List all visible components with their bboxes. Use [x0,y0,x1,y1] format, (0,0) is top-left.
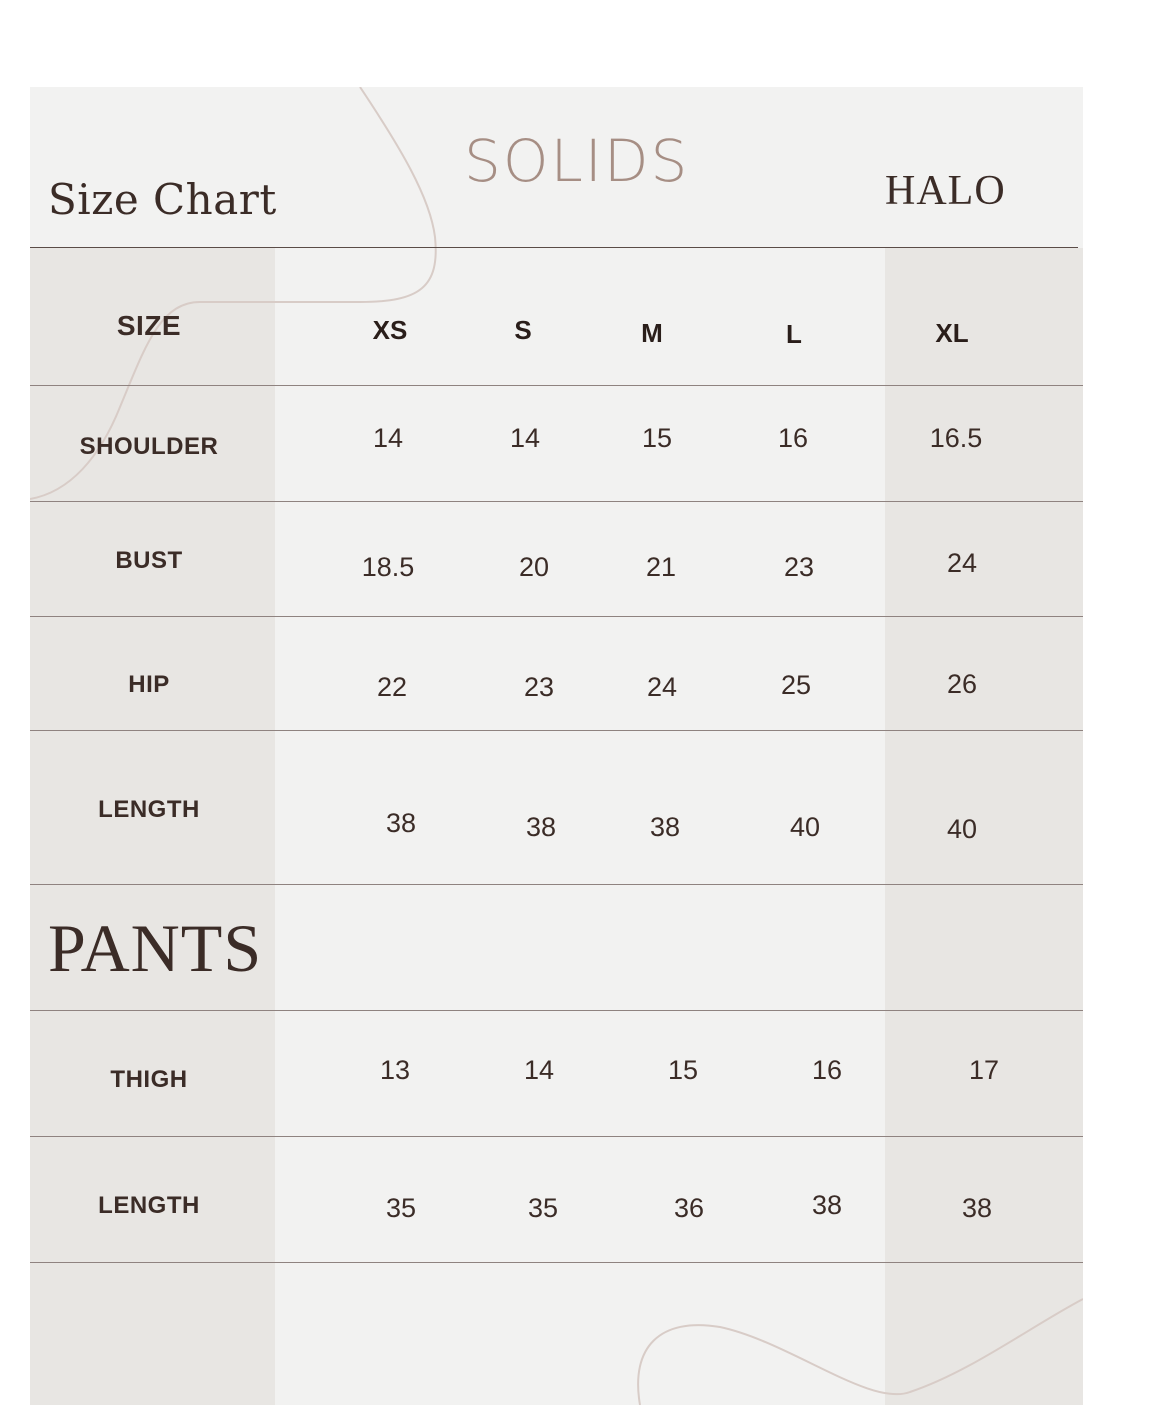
cell-pants-length-l: 38 [811,1190,843,1220]
left-shaded-band [30,248,275,1405]
cell-hip-xl: 26 [946,669,978,699]
cell-thigh-s: 14 [523,1055,555,1085]
cell-bust-m: 21 [645,552,677,582]
size-header-xl: XL [935,318,969,348]
size-row-label: SIZE [116,310,182,341]
cell-bust-s: 20 [518,552,550,582]
cell-bust-xl: 24 [946,548,978,578]
row-label-length: LENGTH [98,796,200,823]
cell-shoulder-xl: 16.5 [929,423,983,453]
row-divider [30,616,1083,617]
cell-thigh-xl: 17 [968,1055,1000,1085]
cell-thigh-xs: 13 [379,1055,411,1085]
size-chart-title: Size Chart [48,175,277,224]
size-header-s: S [514,315,532,345]
cell-hip-l: 25 [780,670,812,700]
cell-shoulder-l: 16 [777,423,809,453]
pants-section-title: PANTS [48,910,263,986]
cell-hip-s: 23 [523,672,555,702]
cell-hip-m: 24 [646,672,678,702]
row-divider [30,501,1083,502]
brand-logo: HALO [885,168,1006,214]
cell-length-m: 38 [649,812,681,842]
row-divider [30,730,1083,731]
cell-length-xl: 40 [946,814,978,844]
row-label-pants-length: LENGTH [98,1192,200,1219]
cell-pants-length-m: 36 [673,1193,705,1223]
row-divider [30,1136,1083,1137]
header-divider [30,247,1078,248]
cell-shoulder-s: 14 [509,423,541,453]
cell-thigh-m: 15 [667,1055,699,1085]
cell-shoulder-m: 15 [641,423,673,453]
cell-shoulder-xs: 14 [372,423,404,453]
cell-bust-l: 23 [783,552,815,582]
row-label-bust: BUST [115,547,183,574]
row-divider [30,1262,1083,1263]
row-divider [30,1010,1083,1011]
cell-pants-length-xs: 35 [385,1193,417,1223]
size-header-l: L [786,319,802,349]
row-label-thigh: THIGH [110,1066,188,1093]
cell-pants-length-s: 35 [527,1193,559,1223]
cell-hip-xs: 22 [376,672,408,702]
cell-length-xs: 38 [385,808,417,838]
size-header-m: M [641,318,663,348]
size-header-xs: XS [372,315,408,345]
cell-pants-length-xl: 38 [961,1193,993,1223]
cell-length-l: 40 [789,812,821,842]
size-chart-card [30,87,1083,1405]
cell-thigh-l: 16 [811,1055,843,1085]
cell-bust-xs: 18.5 [361,552,415,582]
collection-title: SOLIDS [464,127,690,195]
row-label-hip: HIP [128,671,170,698]
cell-length-s: 38 [525,812,557,842]
row-label-shoulder: SHOULDER [79,433,219,460]
row-divider [30,385,1083,386]
row-divider [30,884,1083,885]
